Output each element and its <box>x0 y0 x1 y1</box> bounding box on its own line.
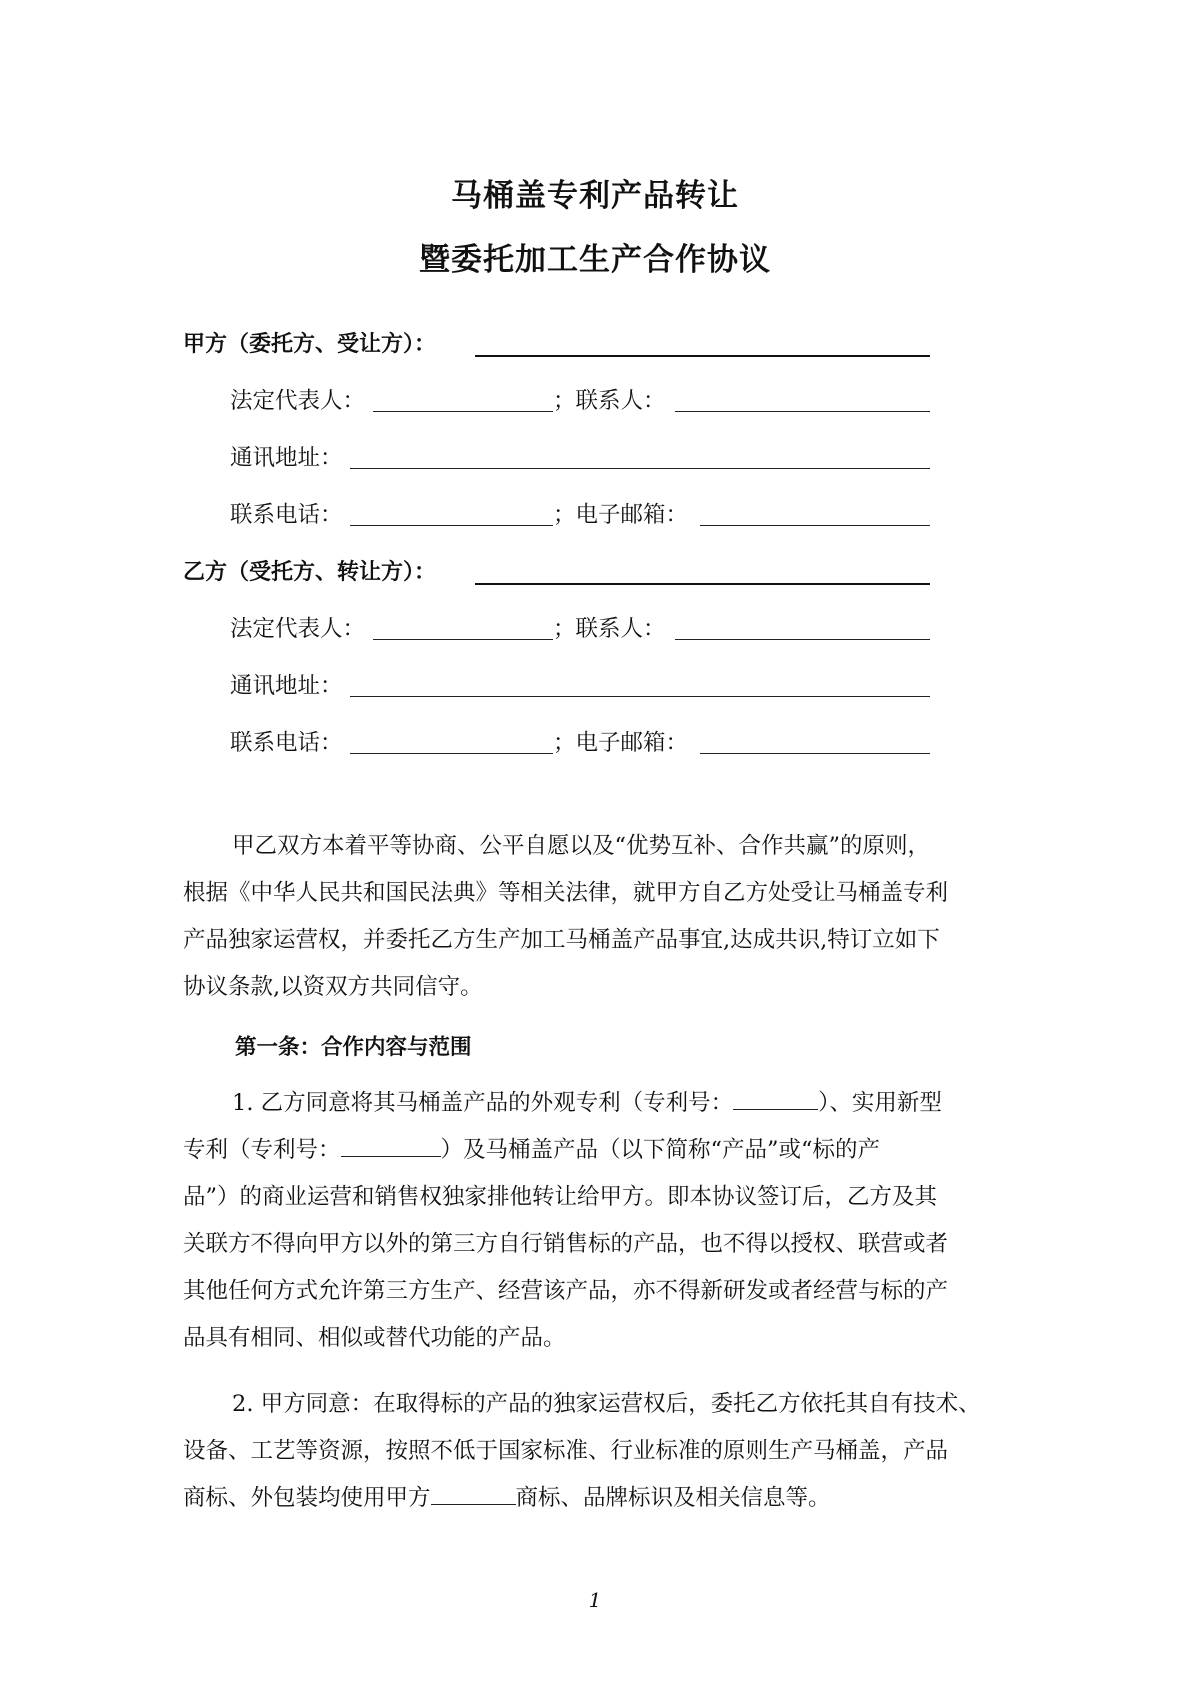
party-b-email-label: ；电子邮箱： <box>553 730 689 756</box>
clause-2-line-3-a: 商标、外包装均使用甲方 <box>183 1485 431 1511</box>
party-b-heading: 乙方（受托方、转让方）： <box>183 560 437 585</box>
page-number: 1 <box>588 1588 602 1612</box>
article-1-heading: 第一条：合作内容与范围 <box>235 1035 472 1060</box>
clause-2-line-3-b: 商标、品牌标识及相关信息等。 <box>515 1485 831 1511</box>
party-a-contact-label: ；联系人： <box>553 388 666 414</box>
clause-1-line-4: 关联方不得向甲方以外的第三方自行销售标的产品，也不得以授权、联营或者 <box>183 1231 949 1257</box>
clause-1-line-3: 品”）的商业运营和销售权独家排他转让给甲方。即本协议签订后，乙方及其 <box>183 1184 938 1210</box>
party-a-legal-rep-label: 法定代表人： <box>230 388 366 414</box>
clause-2-line-1: 2. 甲方同意：在取得标的产品的独家运营权后，委托乙方依托其自有技术、 <box>232 1391 981 1417</box>
party-a-contact-blank <box>675 411 930 412</box>
party-a-phone-label: 联系电话： <box>230 502 343 528</box>
preamble-line-1: 甲乙双方本着平等协商、公平自愿以及“优势互补、合作共赢”的原则， <box>232 833 931 859</box>
trademark-blank <box>431 1484 516 1505</box>
patent-number-blank-1 <box>733 1089 818 1110</box>
preamble-line-4: 协议条款,以资双方共同信守。 <box>183 974 483 1000</box>
party-a-address-blank <box>350 468 930 469</box>
party-b-contact-blank <box>675 639 930 640</box>
party-b-address-blank <box>350 696 930 697</box>
clause-1-line-1 <box>232 1085 942 1117</box>
party-a-address-label: 通讯地址： <box>230 445 343 471</box>
document-title-line2: 暨委托加工生产合作协议 <box>419 242 771 278</box>
party-b-contact-label: ；联系人： <box>553 616 666 642</box>
party-a-email-blank <box>700 525 930 526</box>
patent-number-blank-2 <box>341 1136 441 1157</box>
clause-1-line-2-a: 专利（专利号： <box>183 1137 341 1163</box>
party-b-name-blank <box>475 583 930 585</box>
preamble-line-3: 产品独家运营权，并委托乙方生产加工马桶盖产品事宜,达成共识,特订立如下 <box>183 927 940 953</box>
clause-1-line-2 <box>183 1132 880 1164</box>
clause-1-line-1-b: ）、实用新型 <box>818 1090 942 1116</box>
clause-2-line-2: 设备、工艺等资源，按照不低于国家标准、行业标准的原则生产马桶盖，产品 <box>183 1438 949 1464</box>
clause-1-line-5: 其他任何方式允许第三方生产、经营该产品，亦不得新研发或者经营与标的产 <box>183 1278 949 1304</box>
party-a-heading: 甲方（委托方、受让方）： <box>183 332 437 357</box>
clause-2-line-3 <box>183 1480 831 1512</box>
party-a-email-label: ；电子邮箱： <box>553 502 689 528</box>
clause-1-line-2-b: ）及马桶盖产品（以下简称“产品”或“标的产 <box>440 1137 881 1163</box>
document-title-line1: 马桶盖专利产品转让 <box>451 178 739 214</box>
clause-1-line-1-a: 1. 乙方同意将其马桶盖产品的外观专利（专利号： <box>232 1090 734 1116</box>
party-b-legal-rep-blank <box>373 639 553 640</box>
clause-1-line-6: 品具有相同、相似或替代功能的产品。 <box>183 1325 566 1351</box>
party-b-address-label: 通讯地址： <box>230 673 343 699</box>
party-a-phone-blank <box>350 525 553 526</box>
preamble-line-2: 根据《中华人民共和国民法典》等相关法律，就甲方自乙方处受让马桶盖专利 <box>183 880 949 906</box>
party-b-email-blank <box>700 753 930 754</box>
party-b-phone-label: 联系电话： <box>230 730 343 756</box>
party-b-legal-rep-label: 法定代表人： <box>230 616 366 642</box>
party-a-name-blank <box>475 355 930 357</box>
party-a-legal-rep-blank <box>373 411 553 412</box>
party-b-phone-blank <box>350 753 553 754</box>
